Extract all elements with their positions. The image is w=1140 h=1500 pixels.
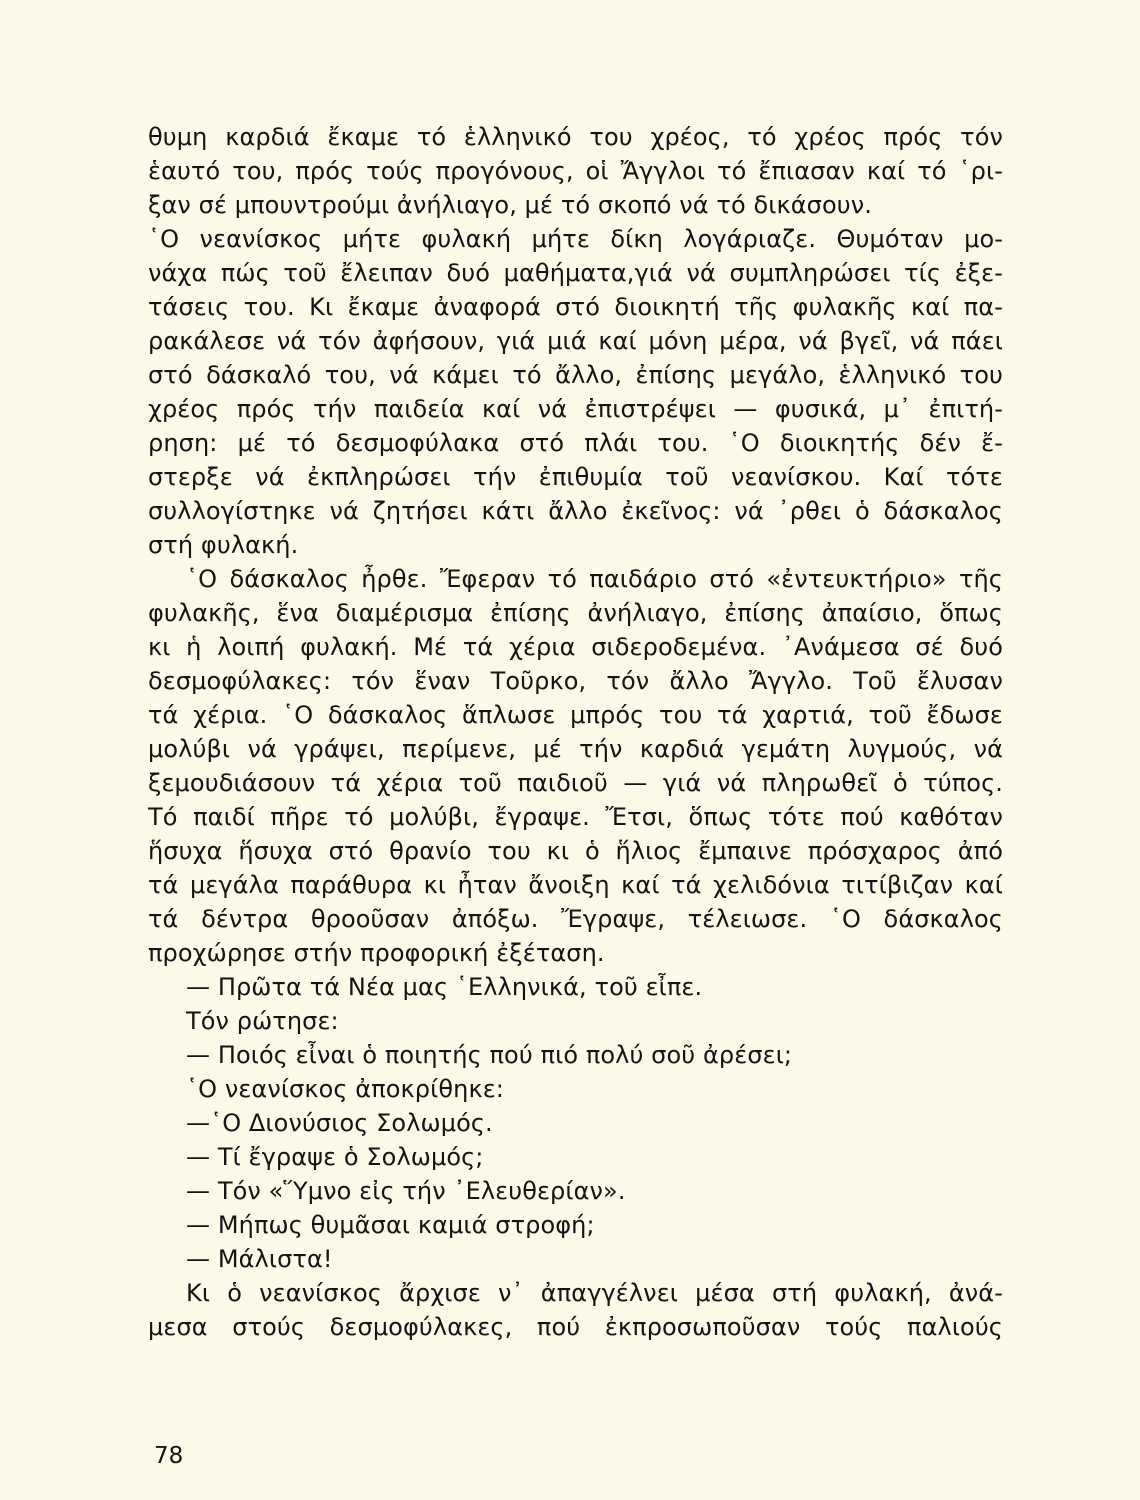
text-line: χρέος πρός τήν παιδεία καί νά ἐπιστρέψει — φυσικά, μ᾽ ἐπιτή- <box>148 395 1003 423</box>
text-line: Τό παιδί πῆρε τό μολύβι, ἔγραψε. Ἔτσι, ὅπως τότε πού καθόταν <box>148 803 1003 831</box>
text-line: κι ἡ λοιπή φυλακή. Μέ τά χέρια σιδεροδεμένα. ᾽Ανάμεσα σέ δυό <box>148 633 1003 661</box>
text-line: — Τόν «Ὕμνο εἰς τήν ᾽Ελευθερίαν». <box>186 1177 626 1205</box>
text-line: Κι ὁ νεανίσκος ἄρχισε ν᾽ ἀπαγγέλνει μέσα στή φυλακή, ἀνά- <box>186 1279 1003 1307</box>
text-line: τά δέντρα θροοῦσαν ἀπόξω. Ἔγραψε, τέλειωσε. ῾Ο δάσκαλος <box>148 905 1003 933</box>
text-line: στό δάσκαλό του, νά κάμει τό ἄλλο, ἐπίσης μεγάλο, ἑλληνικό του <box>148 361 1003 389</box>
text-line: νάχα πώς τοῦ ἔλειπαν δυό μαθήματα,γιά νά συμπληρώσει τίς ἐξε- <box>148 259 1003 287</box>
text-line: ῾Ο νεανίσκος μήτε φυλακή μήτε δίκη λογάριαζε. Θυμόταν μο- <box>148 225 1003 253</box>
text-line: τάσεις του. Κι ἔκαμε ἀναφορά στό διοικητή τῆς φυλακῆς καί πα- <box>148 293 1003 321</box>
text-line: ξεμουδιάσουν τά χέρια τοῦ παιδιοῦ — γιά νά πληρωθεῖ ὁ τύπος. <box>148 769 1003 797</box>
text-line: ῾Ο νεανίσκος ἀποκρίθηκε: <box>186 1075 504 1103</box>
text-line: ρηση: μέ τό δεσμοφύλακα στό πλάι του. ῾Ο διοικητής δέν ἔ- <box>148 429 1003 457</box>
text-line: προχώρησε στήν προφορική ἐξέταση. <box>148 939 605 967</box>
text-line: δεσμοφύλακες: τόν ἕναν Τοῦρκο, τόν ἄλλο Ἄγγλο. Τοῦ ἔλυσαν <box>148 667 1003 695</box>
text-line: τά μεγάλα παράθυρα κι ἦταν ἄνοιξη καί τά χελιδόνια τιτίβιζαν καί <box>148 871 1003 899</box>
text-line: φυλακῆς, ἕνα διαμέρισμα ἐπίσης ἀνήλιαγο, ἐπίσης ἀπαίσιο, ὅπως <box>148 599 1003 627</box>
text-line: ρακάλεσε νά τόν ἀφήσουν, γιά μιά καί μόνη μέρα, νά βγεῖ, νά πάει <box>148 327 1003 355</box>
text-line: — Τί ἔγραψε ὁ Σολωμός; <box>186 1143 484 1171</box>
text-line: — Ποιός εἶναι ὁ ποιητής πού πιό πολύ σοῦ ἀρέσει; <box>186 1041 793 1069</box>
text-line: ἑαυτό του, πρός τούς προγόνους, οἱ Ἄγγλοι τό ἔπιασαν καί τό ῾ρι- <box>148 157 1003 185</box>
text-line: συλλογίστηκε νά ζητήσει κάτι ἄλλο ἐκεῖνος: νά ᾽ρθει ὁ δάσκαλος <box>148 497 1003 525</box>
text-line: ξαν σέ μπουντρούμι ἀνήλιαγο, μέ τό σκοπό νά τό δικάσουν. <box>148 191 872 219</box>
page-number: 78 <box>154 1443 184 1469</box>
text-line: στή φυλακή. <box>148 531 299 559</box>
text-line: — Μήπως θυμᾶσαι καμιά στροφή; <box>186 1211 595 1239</box>
text-line: —῾Ο Διονύσιος Σολωμός. <box>186 1109 493 1137</box>
text-line: Τόν ρώτησε: <box>186 1007 339 1035</box>
text-line: — Μάλιστα! <box>186 1245 333 1273</box>
text-line: — Πρῶτα τά Νέα μας ῾Ελληνικά, τοῦ εἶπε. <box>186 973 703 1001</box>
text-line: μεσα στούς δεσμοφύλακες, πού ἐκπροσωποῦσαν τούς παλιούς <box>148 1313 1003 1341</box>
text-line: τά χέρια. ῾Ο δάσκαλος ἅπλωσε μπρός του τά χαρτιά, τοῦ ἔδωσε <box>148 701 1003 729</box>
text-line: θυμη καρδιά ἔκαμε τό ἑλληνικό του χρέος, τό χρέος πρός τόν <box>148 123 1003 151</box>
text-line: ῾Ο δάσκαλος ἦρθε. Ἔφεραν τό παιδάριο στό «ἐντευκτήριο» τῆς <box>186 565 1003 593</box>
body-text <box>148 120 1003 1344</box>
text-line: ἥσυχα ἥσυχα στό θρανίο του κι ὁ ἥλιος ἔμπαινε πρόσχαρος ἀπό <box>148 837 1003 865</box>
text-line: μολύβι νά γράψει, περίμενε, μέ τήν καρδιά γεμάτη λυγμούς, νά <box>148 735 1003 763</box>
text-line: στερξε νά ἐκπληρώσει τήν ἐπιθυμία τοῦ νεανίσκου. Καί τότε <box>148 463 1003 491</box>
